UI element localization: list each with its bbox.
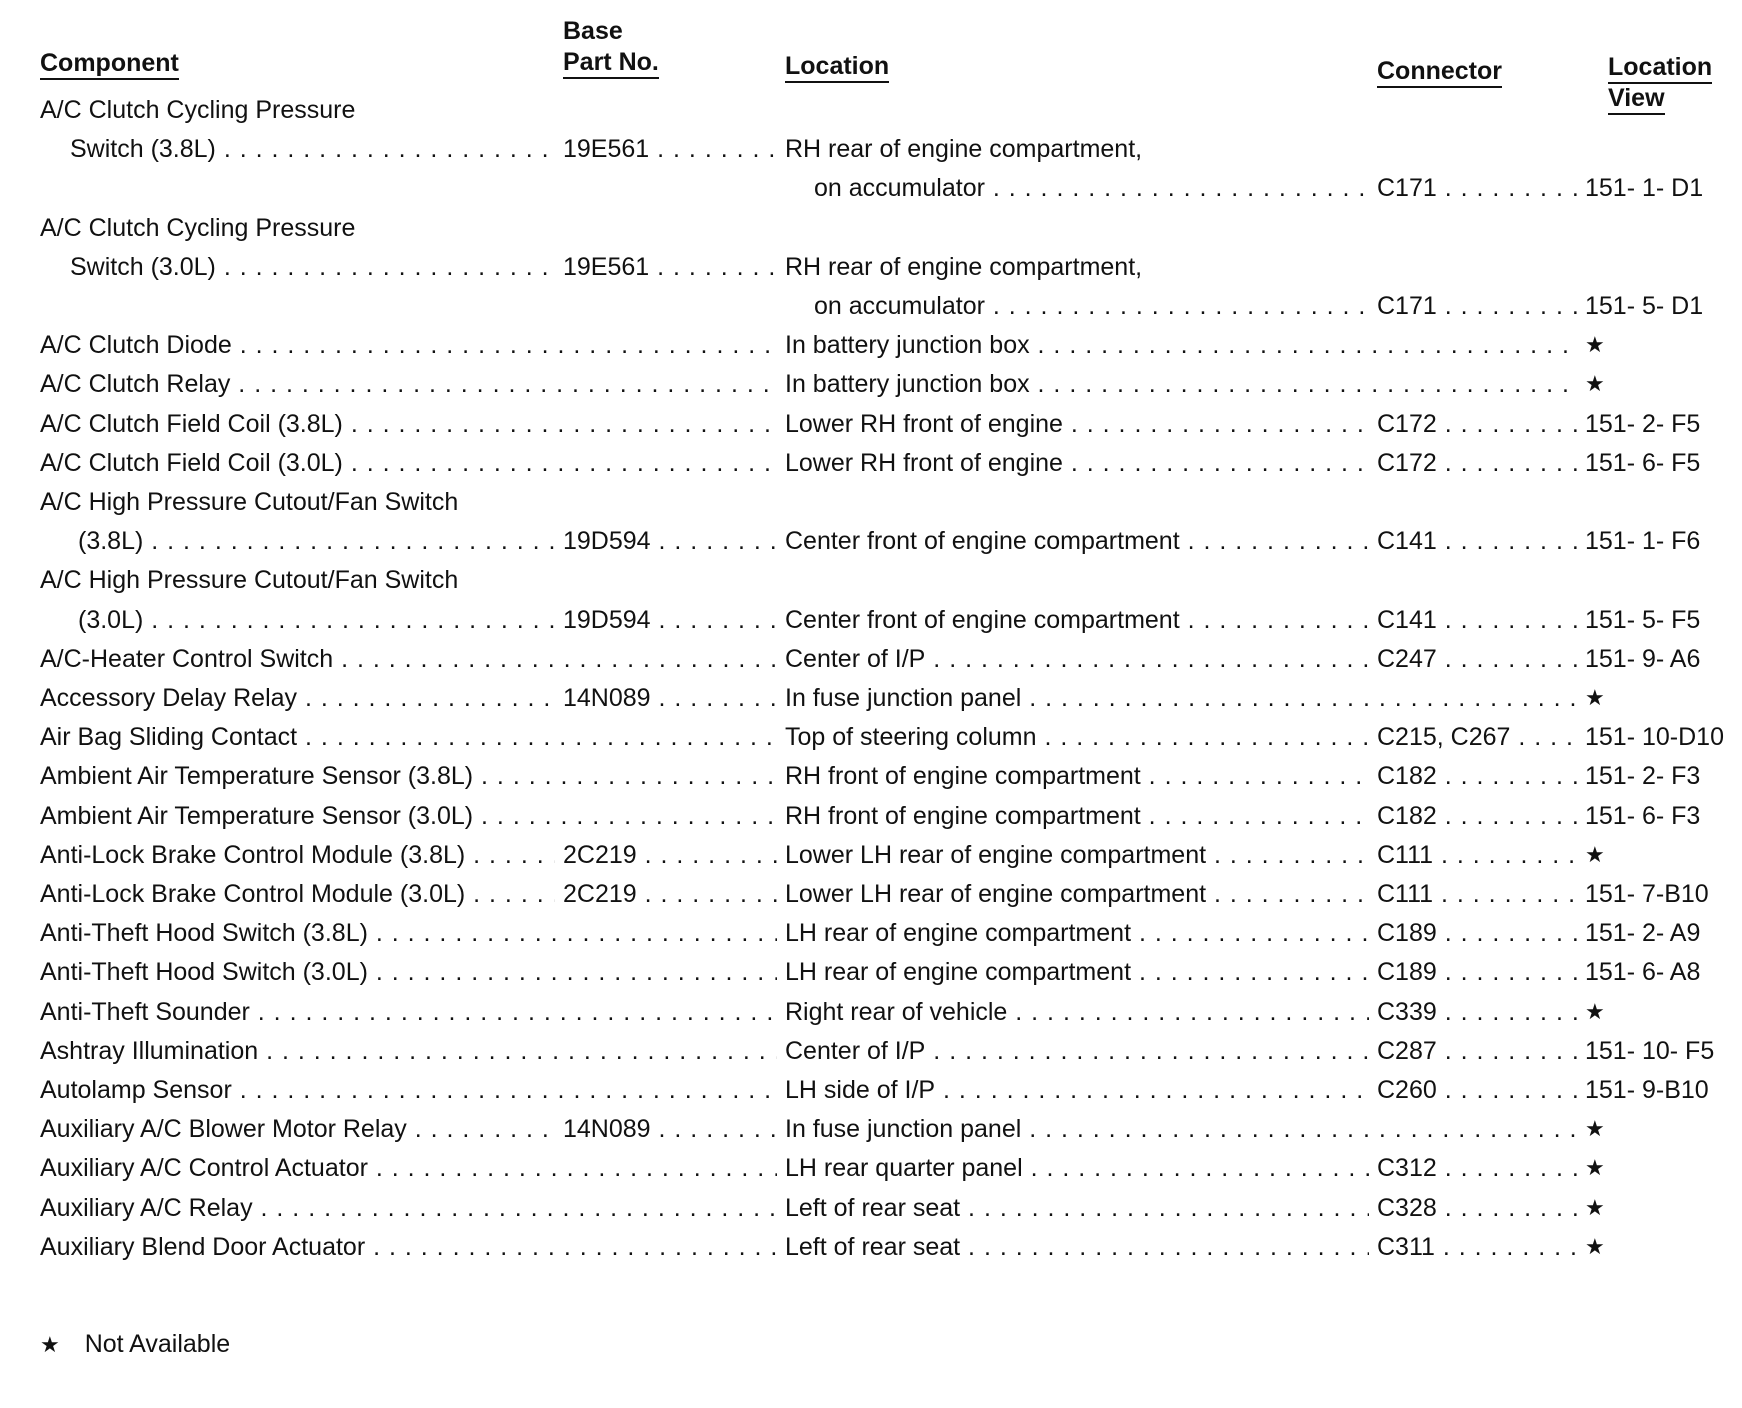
component-name: Auxiliary A/C Blower Motor Relay . . . (40, 1111, 555, 1147)
component-name: Autolamp Sensor . . . (40, 1072, 777, 1108)
location-text: Center front of engine compartment . . . (785, 523, 1369, 559)
location-text: LH rear of engine compartment . . . (785, 915, 1369, 951)
component-name: A/C Clutch Cycling Pressure (40, 214, 356, 242)
location-text: LH rear quarter panel . . . (785, 1150, 1369, 1186)
component-name: Auxiliary A/C Control Actuator . . . (40, 1150, 777, 1186)
component-name: Anti-Lock Brake Control Module (3.8L) . . . (40, 837, 555, 873)
component-name: Switch (3.0L) . . . (70, 249, 555, 285)
location-view: 151- 2- A9 (1585, 919, 1701, 947)
location-text: on accumulator . . . (814, 288, 1369, 324)
table-row (40, 680, 1740, 716)
component-name: Air Bag Sliding Contact . . . (40, 719, 777, 755)
table-row (40, 915, 1740, 951)
table-row-continued (40, 170, 1740, 206)
location-view: 151- 6- F5 (1585, 449, 1701, 477)
component-name: Anti-Lock Brake Control Module (3.0L) . . . (40, 876, 555, 912)
base-part-number: 2C219 . . . (563, 837, 777, 873)
connector-id: C141 . . . (1377, 523, 1577, 559)
base-part-number: 14N089 . . . (563, 1111, 777, 1147)
component-name: Auxiliary Blend Door Actuator . . . (40, 1229, 777, 1265)
location-text: LH rear of engine compartment . . . (785, 954, 1369, 990)
component-name: A/C Clutch Relay . . . (40, 366, 777, 402)
table-row (40, 994, 1740, 1030)
location-text: In battery junction box . . . (785, 327, 1577, 363)
star-icon: ★ (40, 1332, 60, 1357)
star-icon: ★ (1585, 1155, 1605, 1180)
table-row-title (40, 562, 1740, 598)
location-text: LH side of I/P . . . (785, 1072, 1369, 1108)
location-text: Right rear of vehicle . . . (785, 994, 1369, 1030)
location-text: Center of I/P . . . (785, 1033, 1369, 1069)
connector-id: C189 . . . (1377, 954, 1577, 990)
table-row-title (40, 210, 1740, 246)
location-view: 151- 1- D1 (1585, 174, 1704, 202)
connector-id: C171 . . . (1377, 170, 1577, 206)
location-text: Lower RH front of engine . . . (785, 406, 1369, 442)
location-text: In battery junction box . . . (785, 366, 1577, 402)
table-row (40, 249, 1740, 285)
component-name: (3.8L) . . . (78, 523, 555, 559)
location-text: RH front of engine compartment . . . (785, 758, 1369, 794)
table-row (40, 876, 1740, 912)
component-name: A/C Clutch Field Coil (3.0L) . . . (40, 445, 777, 481)
star-icon: ★ (1585, 1195, 1605, 1220)
table-row (40, 1150, 1740, 1186)
table-row (40, 523, 1740, 559)
component-name: (3.0L) . . . (78, 602, 555, 638)
header-base-part-no: Base Part No. (563, 16, 659, 78)
legend (40, 1326, 230, 1363)
connector-id: C260 . . . (1377, 1072, 1577, 1108)
component-name: A/C High Pressure Cutout/Fan Switch (40, 566, 459, 594)
connector-id: C189 . . . (1377, 915, 1577, 951)
component-name: Anti-Theft Sounder . . . (40, 994, 777, 1030)
star-icon: ★ (1585, 371, 1605, 396)
location-view: 151- 7-B10 (1585, 880, 1709, 908)
component-name: A/C-Heater Control Switch . . . (40, 641, 777, 677)
connector-id: C111 . . . (1377, 876, 1577, 912)
base-part-number: 19D594 . . . (563, 602, 777, 638)
header-component: Component (40, 48, 179, 79)
star-icon: ★ (1585, 842, 1605, 867)
star-icon: ★ (1585, 685, 1605, 710)
component-name: Anti-Theft Hood Switch (3.8L) . . . (40, 915, 777, 951)
component-name: A/C High Pressure Cutout/Fan Switch (40, 488, 459, 516)
component-name: Switch (3.8L) . . . (70, 131, 555, 167)
location-text: Top of steering column . . . (785, 719, 1369, 755)
header-location-view: Location View (1608, 52, 1712, 114)
table-row-title (40, 484, 1740, 520)
location-text: Lower LH rear of engine compartment . . . (785, 837, 1369, 873)
table-row (40, 1111, 1740, 1147)
location-text: Lower LH rear of engine compartment . . . (785, 876, 1369, 912)
base-part-number: 19E561 . . . (563, 249, 777, 285)
table-row (40, 719, 1740, 755)
location-text: on accumulator . . . (814, 170, 1369, 206)
table-row (40, 1190, 1740, 1226)
table-row (40, 1072, 1740, 1108)
component-name: Accessory Delay Relay . . . (40, 680, 555, 716)
star-icon: ★ (1585, 999, 1605, 1024)
header-connector: Connector (1377, 56, 1502, 87)
location-view: 151- 10- F5 (1585, 1037, 1715, 1065)
connector-id: C182 . . . (1377, 798, 1577, 834)
component-name: A/C Clutch Field Coil (3.8L) . . . (40, 406, 777, 442)
component-name: Anti-Theft Hood Switch (3.0L) . . . (40, 954, 777, 990)
connector-id: C339 . . . (1377, 994, 1577, 1030)
table-row (40, 602, 1740, 638)
table-row (40, 1033, 1740, 1069)
table-row (40, 131, 1740, 167)
location-text: Lower RH front of engine . . . (785, 445, 1369, 481)
location-view: 151- 9- A6 (1585, 645, 1701, 673)
table-row-title (40, 92, 1740, 128)
location-text: In fuse junction panel . . . (785, 680, 1577, 716)
star-icon: ★ (1585, 1234, 1605, 1259)
location-text: RH rear of engine compartment, (785, 135, 1143, 163)
location-view: 151- 2- F5 (1585, 410, 1701, 438)
location-view: 151- 2- F3 (1585, 762, 1701, 790)
location-view: 151- 5- D1 (1585, 292, 1704, 320)
location-view: 151- 6- F3 (1585, 802, 1701, 830)
component-name: Auxiliary A/C Relay . . . (40, 1190, 777, 1226)
connector-id: C215, C267 . . . (1377, 719, 1577, 755)
connector-id: C182 . . . (1377, 758, 1577, 794)
component-name: Ashtray Illumination . . . (40, 1033, 777, 1069)
base-part-number: 14N089 . . . (563, 680, 777, 716)
base-part-number: 2C219 . . . (563, 876, 777, 912)
legend-text: Not Available (84, 1330, 231, 1358)
table-row (40, 366, 1740, 402)
location-view: 151- 5- F5 (1585, 606, 1701, 634)
table-row (40, 758, 1740, 794)
component-name: Ambient Air Temperature Sensor (3.8L) . . . (40, 758, 777, 794)
table-row (40, 837, 1740, 873)
header-location: Location (785, 51, 889, 82)
location-view: 151- 9-B10 (1585, 1076, 1709, 1104)
location-view: 151- 10-D10 (1585, 723, 1724, 751)
location-text: In fuse junction panel . . . (785, 1111, 1577, 1147)
component-name: A/C Clutch Cycling Pressure (40, 96, 356, 124)
table-row (40, 641, 1740, 677)
table-row-continued (40, 288, 1740, 324)
table-row (40, 445, 1740, 481)
location-view: 151- 1- F6 (1585, 527, 1701, 555)
location-text: RH front of engine compartment . . . (785, 798, 1369, 834)
connector-id: C311 . . . (1377, 1229, 1577, 1265)
connector-id: C287 . . . (1377, 1033, 1577, 1069)
connector-id: C312 . . . (1377, 1150, 1577, 1186)
connector-id: C141 . . . (1377, 602, 1577, 638)
base-part-number: 19D594 . . . (563, 523, 777, 559)
connector-id: C111 . . . (1377, 837, 1577, 873)
star-icon: ★ (1585, 332, 1605, 357)
base-part-number: 19E561 . . . (563, 131, 777, 167)
table-row (40, 406, 1740, 442)
connector-id: C171 . . . (1377, 288, 1577, 324)
location-text: RH rear of engine compartment, (785, 253, 1143, 281)
component-name: A/C Clutch Diode . . . (40, 327, 777, 363)
location-text: Center front of engine compartment . . . (785, 602, 1369, 638)
location-text: Left of rear seat . . . (785, 1190, 1369, 1226)
star-icon: ★ (1585, 1116, 1605, 1141)
table-row (40, 327, 1740, 363)
connector-id: C172 . . . (1377, 406, 1577, 442)
location-text: Left of rear seat . . . (785, 1229, 1369, 1265)
connector-id: C247 . . . (1377, 641, 1577, 677)
connector-id: C172 . . . (1377, 445, 1577, 481)
table-row (40, 1229, 1740, 1265)
table-row (40, 954, 1740, 990)
component-name: Ambient Air Temperature Sensor (3.0L) . . . (40, 798, 777, 834)
table-row (40, 798, 1740, 834)
connector-id: C328 . . . (1377, 1190, 1577, 1226)
location-view: 151- 6- A8 (1585, 958, 1701, 986)
location-text: Center of I/P . . . (785, 641, 1369, 677)
